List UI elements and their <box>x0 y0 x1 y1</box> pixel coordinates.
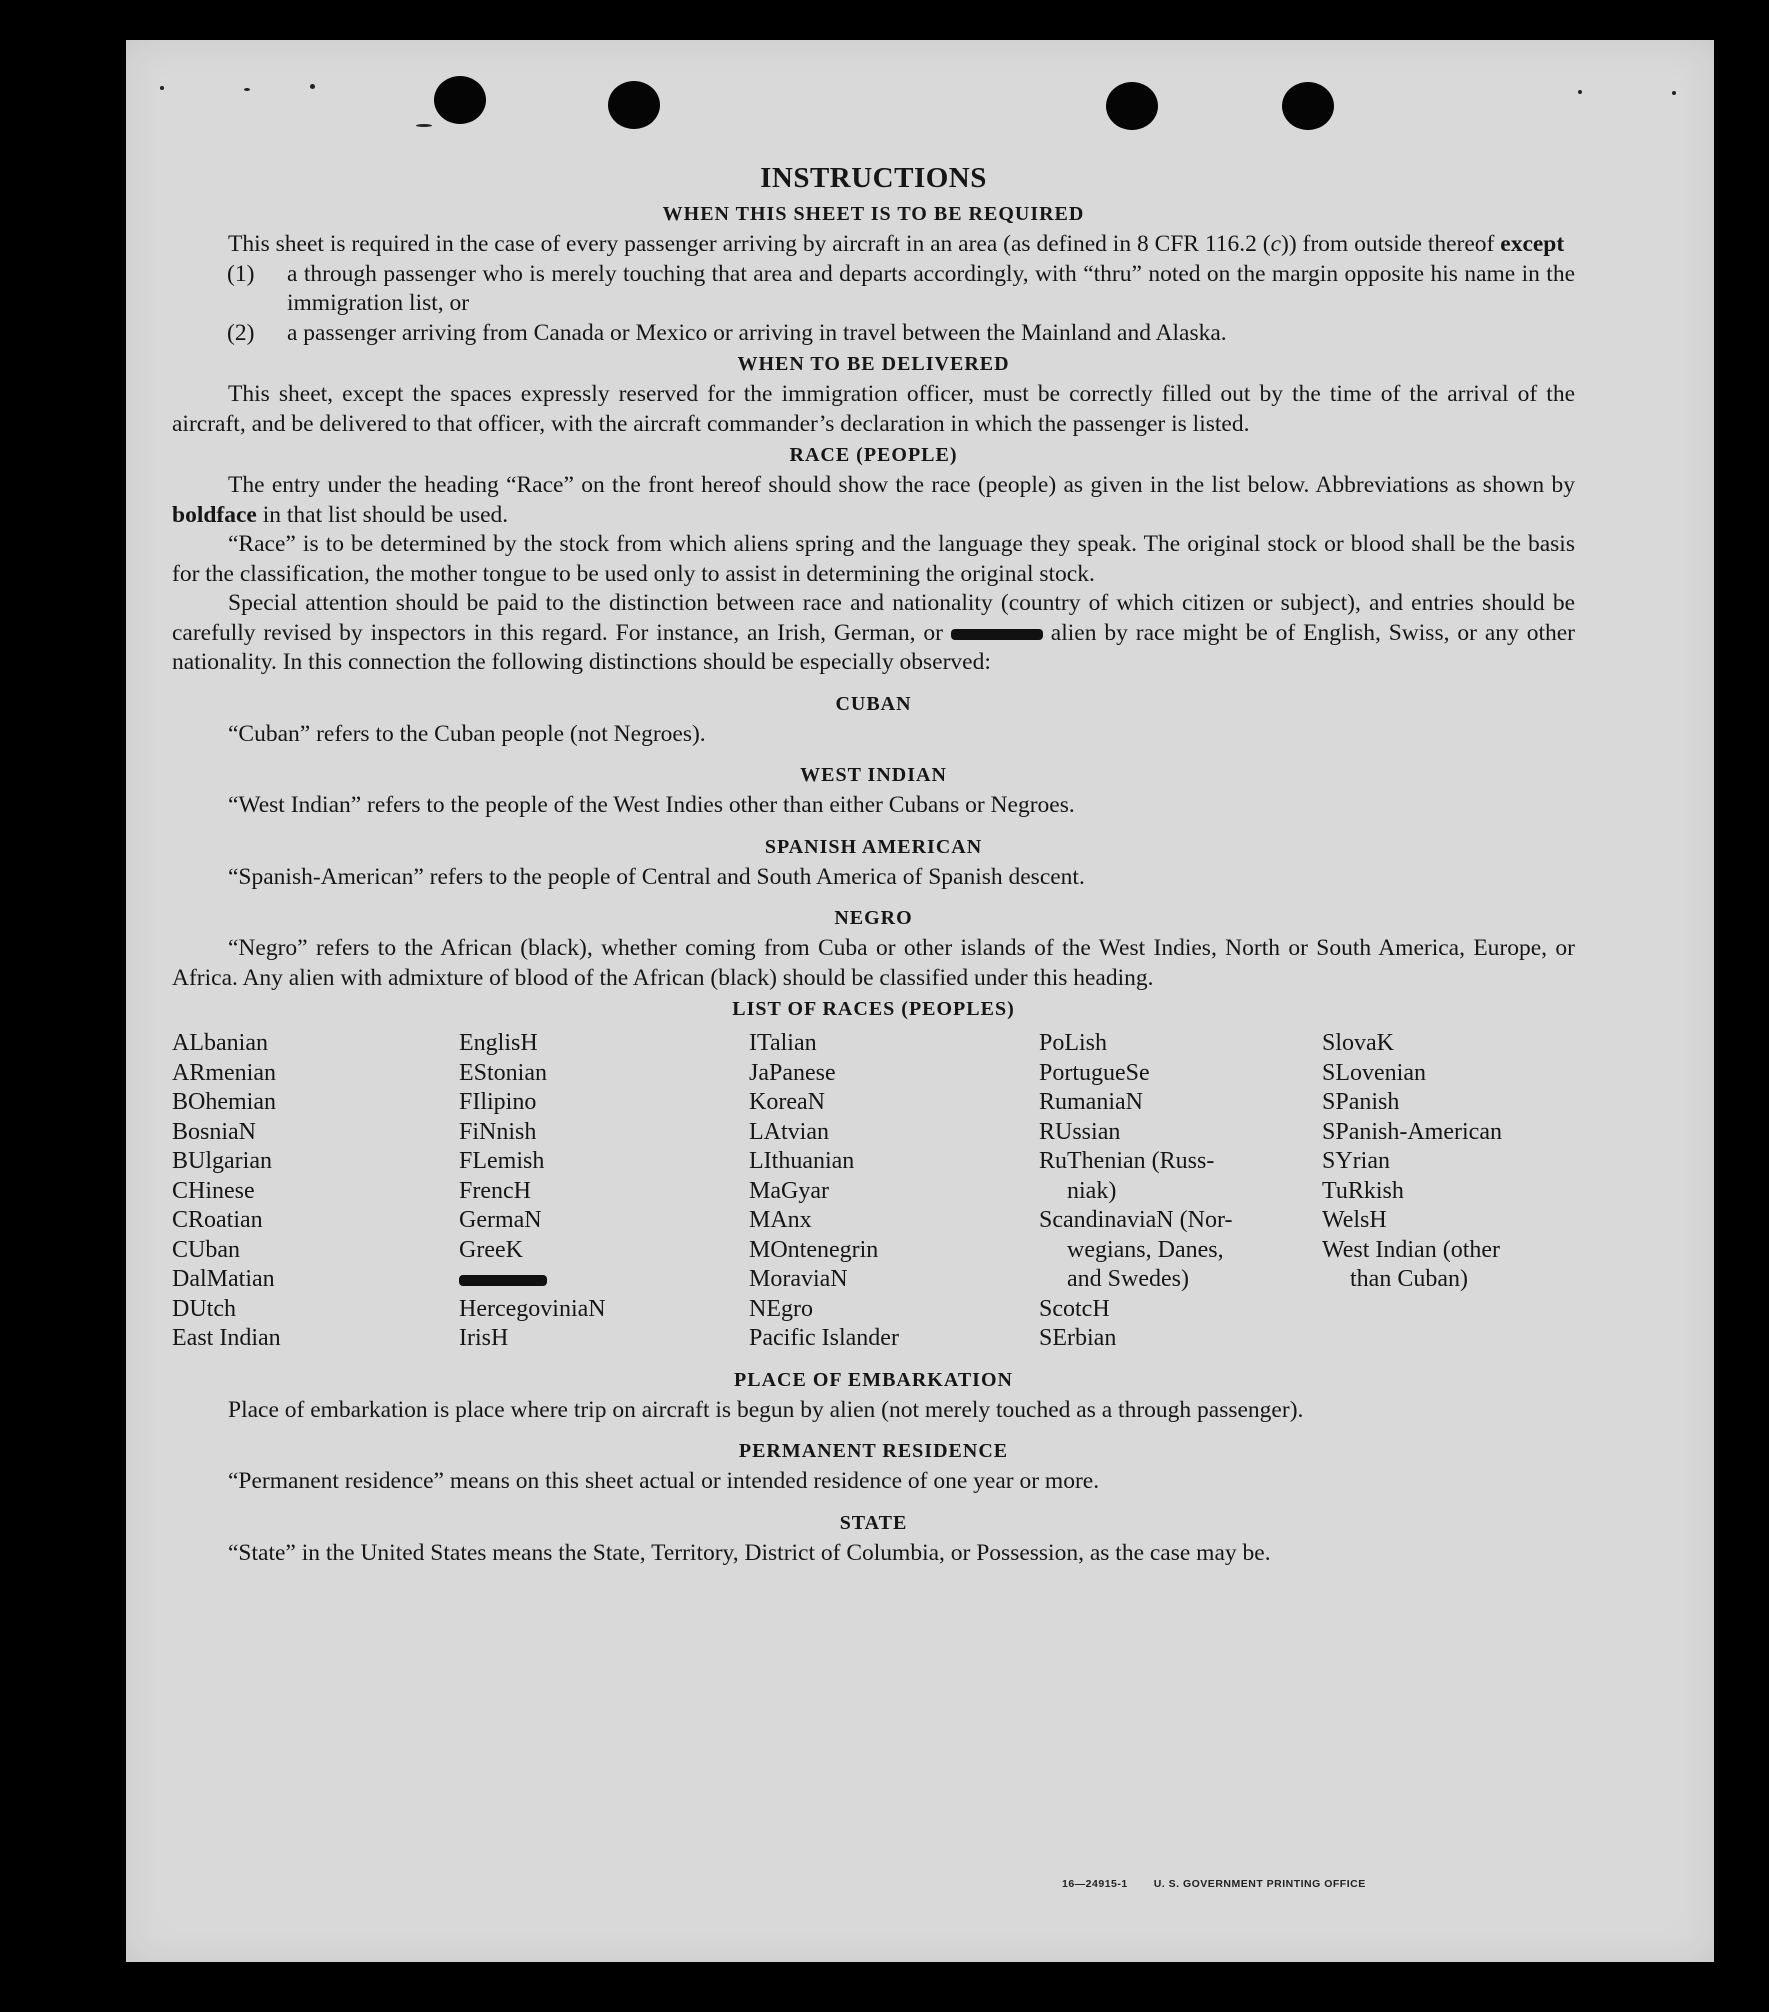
section-heading-negro: NEGRO <box>834 907 913 929</box>
race-entry: BosniaN <box>172 1118 256 1145</box>
race-entry: KoreaN <box>749 1089 825 1115</box>
speck <box>310 84 315 89</box>
races-column-4 <box>1039 1029 1322 1354</box>
race-entry: ALbanian <box>172 1030 268 1056</box>
race-entry: FIlipino <box>459 1089 537 1115</box>
section-heading-when-delivered: WHEN TO BE DELIVERED <box>737 353 1010 375</box>
race-entry: PoLish <box>1039 1030 1108 1056</box>
races-column-3 <box>749 1029 1039 1354</box>
race-entry: JaPanese <box>749 1059 836 1086</box>
punch-hole <box>608 81 660 129</box>
race-entry: MAnx <box>749 1207 812 1233</box>
printer-footer <box>1062 1878 1392 1890</box>
races-column-2 <box>459 1029 749 1354</box>
race-entry: RumaniaN <box>1039 1089 1143 1115</box>
form-number: 16—24915-1 <box>1062 1878 1128 1890</box>
race-entry: CRoatian <box>172 1207 263 1233</box>
race-paragraph-2: “Race” is to be determined by the stock from which aliens spring and the language they speak. The original stock or blood shall be the basis for the classification, the mother tongue to be used only to assist in determining the original stock. <box>172 531 1575 587</box>
race-entry: CUban <box>172 1236 240 1263</box>
race-entry: ARmenian <box>172 1059 276 1086</box>
spanish-american-paragraph: “Spanish-American” refers to the people of Central and South America of Spanish descent. <box>228 863 1085 890</box>
race-entry: East Indian <box>172 1325 281 1351</box>
race-entry: SPanish-American <box>1322 1118 1502 1145</box>
speck <box>160 86 164 90</box>
punch-hole <box>434 76 486 124</box>
race-entry-continuation: niak) <box>1067 1177 1117 1204</box>
redaction-mark <box>951 629 1043 640</box>
race-entry: TuRkish <box>1322 1177 1404 1204</box>
section-heading-cuban: CUBAN <box>835 692 912 715</box>
race-entry: CHinese <box>172 1177 255 1204</box>
race-entry: FrencH <box>459 1177 531 1204</box>
race-entry: ScandinaviaN (Nor- <box>1039 1207 1233 1233</box>
when-delivered-paragraph: This sheet, except the spaces expressly reserved for the immigration officer, must be correctly filled out by the time of the arrival of the aircraft, and be delivered to that officer, with the aircraft commander’s declaration in which the passenger is listed. <box>172 381 1575 437</box>
race-entry: RuThenian (Russ- <box>1039 1148 1215 1174</box>
race-entry: HercegoviniaN <box>459 1295 606 1322</box>
race-entry-continuation: wegians, Danes, <box>1067 1236 1224 1263</box>
race-entry-redacted <box>459 1265 749 1295</box>
punch-hole <box>1282 82 1334 130</box>
race-entry: NEgro <box>749 1295 813 1322</box>
speck <box>1672 91 1676 95</box>
race-entry-continuation: than Cuban) <box>1350 1266 1468 1292</box>
race-entry: WelsH <box>1322 1207 1387 1233</box>
section-heading-embarkation: PLACE OF EMBARKATION <box>734 1368 1013 1391</box>
punch-hole <box>1106 82 1158 130</box>
race-entry-continuation: and Swedes) <box>1067 1266 1189 1292</box>
speck <box>416 124 432 127</box>
race-entry: EStonian <box>459 1059 547 1086</box>
race-entry: FLemish <box>459 1148 545 1174</box>
race-entry: BUlgarian <box>172 1148 272 1174</box>
when-required-paragraph: This sheet is required in the case of every passenger arriving by aircraft in an area (as defined in 8 CFR 116.2 (c)) from outside thereof except <box>228 231 1565 257</box>
race-entry: ITalian <box>749 1030 817 1056</box>
state-paragraph: “State” in the United States means the State, Territory, District of Columbia, or Possession, as the case may be. <box>228 1539 1271 1566</box>
race-entry: Pacific Islander <box>749 1325 899 1351</box>
section-heading-list-of-races: LIST OF RACES (PEOPLES) <box>732 998 1015 1020</box>
race-entry: EnglisH <box>459 1030 538 1056</box>
races-column-5 <box>1322 1029 1575 1354</box>
race-paragraph-3: Special attention should be paid to the distinction between race and nationality (country of which citizen or subject), and entries should be carefully revised by inspectors in this regard. For instance, an Irish, German, or alien by race might be of English, Swiss, or any other nationality. In this connection the following distinctions should be especially observed: <box>172 590 1575 675</box>
race-entry: RUssian <box>1039 1118 1121 1145</box>
west-indian-paragraph: “West Indian” refers to the people of the West Indies other than either Cubans or Negroes. <box>228 792 1075 818</box>
race-entry: DUtch <box>172 1295 236 1322</box>
race-entry: SlovaK <box>1322 1030 1394 1056</box>
race-entry: West Indian (other <box>1322 1236 1501 1263</box>
race-entry: SLovenian <box>1322 1059 1426 1086</box>
races-column-1 <box>172 1029 459 1354</box>
race-entry: FiNnish <box>459 1118 537 1145</box>
speck <box>244 88 250 91</box>
speck <box>1578 90 1582 94</box>
race-entry: SPanish <box>1322 1089 1400 1115</box>
page-title: INSTRUCTIONS <box>760 162 987 194</box>
race-entry: MoraviaN <box>749 1266 848 1292</box>
embarkation-paragraph: Place of embarkation is place where trip on aircraft is begun by alien (not merely touched as a through passenger). <box>228 1396 1304 1423</box>
redaction-mark <box>459 1275 547 1286</box>
race-entry: SYrian <box>1322 1148 1390 1174</box>
race-entry: ScotcH <box>1039 1295 1110 1322</box>
printer-name: U. S. GOVERNMENT PRINTING OFFICE <box>1153 1878 1366 1890</box>
section-heading-west-indian: WEST INDIAN <box>800 764 947 786</box>
race-entry: DalMatian <box>172 1266 275 1292</box>
races-list <box>172 1029 1575 1354</box>
negro-paragraph: “Negro” refers to the African (black), whether coming from Cuba or other islands of the West Indies, North or South America, Europe, or Africa. Any alien with admixture of blood of the African (black) should be classified under this heading. <box>172 935 1575 991</box>
exception-item-2: (2) a passenger arriving from Canada or Mexico or arriving in travel between the Mainland and Alaska. <box>227 319 1227 346</box>
race-entry: LIthuanian <box>749 1148 855 1174</box>
race-entry: BOhemian <box>172 1089 276 1115</box>
race-paragraph-1: The entry under the heading “Race” on the front hereof should show the race (people) as given in the list below. Abbreviations as shown by boldface in that list should be used. <box>172 472 1575 528</box>
race-entry: GreeK <box>459 1236 523 1263</box>
instructions-body <box>172 160 1575 1568</box>
cuban-paragraph: “Cuban” refers to the Cuban people (not Negroes). <box>228 720 706 747</box>
section-heading-race: RACE (PEOPLE) <box>789 444 958 466</box>
section-heading-state: STATE <box>839 1511 908 1534</box>
race-entry: SErbian <box>1039 1325 1117 1351</box>
race-entry: PortugueSe <box>1039 1059 1150 1086</box>
section-heading-spanish-american: SPANISH AMERICAN <box>764 835 983 858</box>
race-entry: GermaN <box>459 1207 542 1233</box>
exception-item-1: (1) a through passenger who is merely touching that area and departs accordingly, with “thru” noted on the margin opposite his name in the immigration list, or <box>227 260 1575 316</box>
race-entry: IrisH <box>459 1325 509 1351</box>
section-heading-residence: PERMANENT RESIDENCE <box>738 1440 1009 1462</box>
residence-paragraph: “Permanent residence” means on this sheet actual or intended residence of one year or more. <box>228 1468 1100 1494</box>
section-heading-when-required: WHEN THIS SHEET IS TO BE REQUIRED <box>662 203 1085 225</box>
race-entry: MaGyar <box>749 1177 829 1204</box>
document-sheet <box>126 40 1714 1962</box>
race-entry: LAtvian <box>749 1118 829 1145</box>
race-entry: MOntenegrin <box>749 1236 879 1263</box>
